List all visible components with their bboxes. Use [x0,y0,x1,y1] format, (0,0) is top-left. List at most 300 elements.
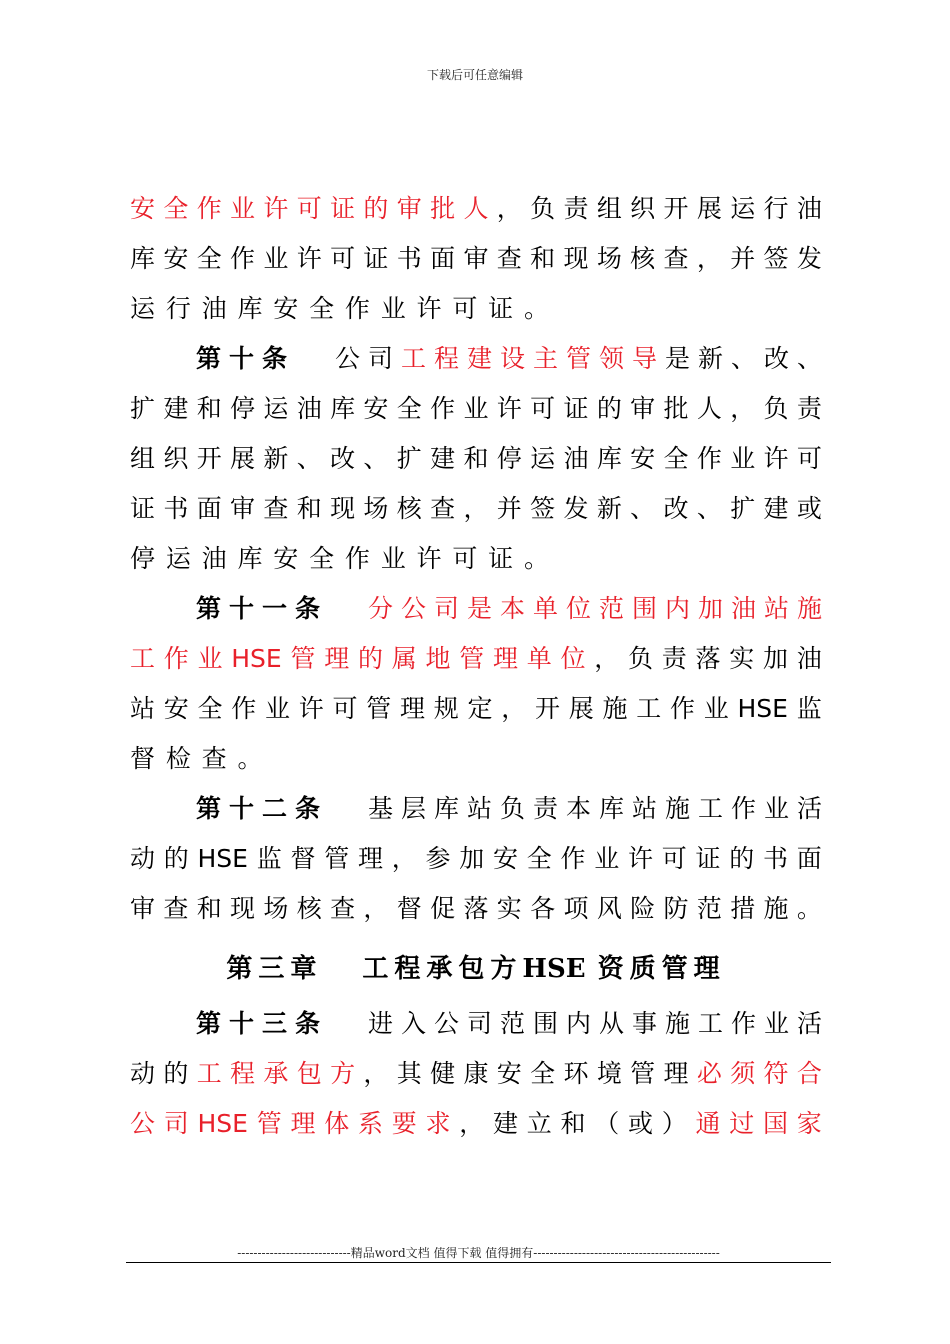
text-char: 全 [396,394,422,423]
text-line [130,584,822,634]
text-char: 全 [530,1059,556,1088]
text-char: 审 [230,494,256,523]
text-char: 体 [324,1109,350,1138]
text-char: 二 [262,794,288,823]
text-char: 站 [631,794,657,823]
text-char: 。 [237,744,263,773]
text-char: ， [594,644,620,673]
text-line [130,834,822,884]
text-char: 业 [594,844,620,873]
text-char: 作 [196,194,222,223]
text-char: 全 [196,244,222,273]
text-char: 可 [796,444,822,473]
text-char: 的 [596,394,622,423]
text-char: 落 [695,644,721,673]
text-char: 位 [560,644,586,673]
text-char: 的 [363,194,389,223]
text-char: 各 [530,894,556,923]
text-char: 导 [631,344,657,373]
text-char: 层 [400,794,426,823]
text-char: 和 [463,444,489,473]
text-unit: HSE [197,844,248,873]
text-char: 安 [163,694,189,723]
text-char: 安 [630,444,656,473]
text-char: 公 [400,594,426,623]
text-char: 安 [363,394,389,423]
text-char: 是 [664,344,690,373]
text-char: 面 [196,494,222,523]
text-char: 、 [796,344,822,373]
text-char: 安 [273,294,299,323]
text-char: 库 [130,244,156,273]
text-char: 。 [523,544,549,573]
text-char: 健 [430,1059,456,1088]
text-char: 内 [565,1009,591,1038]
text-char: 停 [130,544,156,573]
text-char: 立 [526,1109,552,1138]
text-char: 、 [363,444,389,473]
text-line [130,684,822,734]
text-char: 条 [295,594,321,623]
text-char: 条 [295,794,321,823]
text-char: 业 [197,644,223,673]
text-char: 安 [273,544,299,573]
text-char: 全 [197,694,223,723]
text-char: 签 [763,244,789,273]
text-char: 方 [330,1059,356,1088]
text-line [130,634,822,684]
text-char: 许 [416,544,442,573]
text-char: 扩 [130,394,156,423]
text-char: 可 [530,394,556,423]
text-char: 责 [532,794,558,823]
text-char: 和 [196,894,222,923]
text-char: 可 [452,544,478,573]
text-char: 运 [263,394,289,423]
text-char: 落 [463,894,489,923]
text-char: 可 [452,294,478,323]
text-char: 地 [425,644,451,673]
text-char: 全 [309,294,335,323]
text-char: 本 [499,594,525,623]
text-line [130,884,822,934]
text-char: 项 [563,894,589,923]
text-char: 工 [636,694,662,723]
text-char: 和 [196,394,222,423]
text-char: 实 [729,644,755,673]
text-char: 建 [763,494,789,523]
text-char: 运 [530,444,556,473]
text-char: 站 [130,694,156,723]
text-char: 查 [201,744,227,773]
text-char: ， [463,494,489,523]
text-char: 通 [695,1109,721,1138]
text-char: 范 [499,1009,525,1038]
text-char: 业 [265,694,291,723]
text-char: 油 [201,544,227,573]
text-char: 书 [762,844,788,873]
text-char: 管 [459,644,485,673]
text-char: 许 [627,844,653,873]
text-char: 作 [696,444,722,473]
text-char: 承 [263,1059,289,1088]
text-char: 业 [263,244,289,273]
text-char: 可 [332,694,358,723]
text-char: 作 [230,244,256,273]
page-footer: ----------------------------精品word文档 值得下载 值得拥有---------------------------------------------- [237,1246,720,1260]
text-char: 场 [363,494,389,523]
text-char: 管 [565,344,591,373]
text-char: 系 [357,1109,383,1138]
text-char: 理 [400,694,426,723]
text-char: 负 [530,194,556,223]
text-char: 参 [425,844,451,873]
text-char: 全 [309,544,335,573]
text-char: 查 [330,894,356,923]
text-char: 司 [163,1109,189,1138]
text-char: 的 [357,644,383,673]
text-char: 证 [363,244,389,273]
text-char: 织 [163,444,189,473]
text-char: 措 [730,894,756,923]
footer-rule [126,1262,831,1263]
text-char: 业 [380,294,406,323]
text-char: 建 [163,394,189,423]
text-char: 查 [663,244,689,273]
text-char: 动 [130,1059,156,1088]
text-char: 管 [324,844,350,873]
text-char: 发 [563,494,589,523]
text-char: 家 [796,1109,822,1138]
text-char: 国 [762,1109,788,1138]
text-char: 事 [631,1009,657,1038]
text-char: 符 [763,1059,789,1088]
text-char: 改 [663,494,689,523]
text-char: 工 [400,344,426,373]
text-char: 许 [263,194,289,223]
text-char: 管 [366,694,392,723]
text-line [130,1099,822,1149]
text-char: 作 [670,694,696,723]
text-char: 安 [130,194,156,223]
text-line [130,484,822,534]
text-char: 要 [391,1109,417,1138]
text-char: 实 [496,894,522,923]
text-char: 可 [296,194,322,223]
text-char: 许 [496,394,522,423]
text-char: 包 [296,1059,322,1088]
text-char: 、 [630,494,656,523]
text-line [130,784,822,834]
text-char: 围 [631,594,657,623]
text-char: 新 [697,344,723,373]
text-char: 、 [296,444,322,473]
text-char: 理 [663,1059,689,1088]
text-char: 许 [763,444,789,473]
text-char: 油 [796,644,822,673]
text-char: 或 [627,1109,653,1138]
text-char: 十 [229,794,255,823]
text-char: 负 [763,394,789,423]
text-char: 工 [697,1009,723,1038]
text-char: 是 [466,594,492,623]
text-char: 业 [730,444,756,473]
text-char: 工 [130,644,156,673]
text-char: 建 [466,344,492,373]
text-char: 单 [532,594,558,623]
text-char: 场 [263,894,289,923]
text-char: 业 [763,794,789,823]
text-char: 、 [730,344,756,373]
text-char: 公 [433,1009,459,1038]
text-char: 业 [380,544,406,573]
text-char: 司 [466,1009,492,1038]
chapter-title-part-a: 工程承包方 [362,954,523,984]
text-char: 从 [598,1009,624,1038]
text-char: 施 [664,794,690,823]
text-char: 查 [263,494,289,523]
text-char: 作 [560,844,586,873]
text-char: 第 [196,344,222,373]
text-char: 单 [526,644,552,673]
text-char: 检 [165,744,191,773]
text-char: 责 [796,394,822,423]
text-char: 。 [523,294,549,323]
text-char: 展 [230,444,256,473]
text-char: 库 [596,444,622,473]
text-char: 核 [296,894,322,923]
text-char: 位 [565,594,591,623]
text-line [130,334,822,384]
text-char: 程 [230,1059,256,1088]
text-unit: HSE [231,644,282,673]
text-char: 三 [262,1009,288,1038]
text-char: 加 [459,844,485,873]
text-char: 签 [530,494,556,523]
text-char: 并 [496,494,522,523]
text-char: 理 [324,644,350,673]
text-char: ， [459,1109,485,1138]
text-char: 可 [330,244,356,273]
text-char: 和 [560,1109,586,1138]
text-char: 库 [433,794,459,823]
text-char: 负 [627,644,653,673]
text-char: 的 [729,844,755,873]
document-body [130,184,822,1149]
text-char: 理 [357,844,383,873]
text-char: 全 [663,444,689,473]
text-char: 展 [568,694,594,723]
text-char: 业 [230,194,256,223]
article-block-2 [130,999,822,1149]
text-line [130,999,822,1049]
text-char: 开 [535,694,561,723]
page-header: 下载后可任意编辑 [426,68,523,82]
text-char: 证 [488,294,514,323]
text-char: 管 [630,1059,656,1088]
text-char: 发 [796,244,822,273]
text-char: 督 [396,894,422,923]
text-char: 施 [602,694,628,723]
text-line [130,284,822,334]
article-block-1 [130,184,822,934]
text-char: 进 [367,1009,393,1038]
text-char: 行 [763,194,789,223]
text-char: 建 [492,1109,518,1138]
text-char: 作 [730,794,756,823]
text-char: 第 [196,794,222,823]
text-char: 合 [796,1059,822,1088]
chapter-label: 第三章 [226,954,323,984]
text-char: 运 [730,194,756,223]
text-char: 十 [229,1009,255,1038]
text-char: 证 [695,844,721,873]
text-char: 织 [630,194,656,223]
text-char: 康 [463,1059,489,1088]
text-char: 现 [230,894,256,923]
text-char: 管 [256,1109,282,1138]
text-char: 施 [796,594,822,623]
text-char: 境 [596,1059,622,1088]
text-line [130,384,822,434]
text-char: 全 [526,844,552,873]
text-char: 扩 [730,494,756,523]
text-char: ， [363,1059,389,1088]
text-char: 人 [463,194,489,223]
text-char: 油 [730,594,756,623]
text-char: 库 [237,294,263,323]
text-char: 场 [596,244,622,273]
text-char: 风 [596,894,622,923]
text-char: 证 [330,194,356,223]
text-char: 查 [430,494,456,523]
text-char: 作 [163,644,189,673]
text-char: 、 [696,494,722,523]
text-char: 险 [630,894,656,923]
text-char: 第 [196,594,222,623]
text-char: 内 [664,594,690,623]
text-char: 组 [596,194,622,223]
text-char: 管 [290,644,316,673]
text-char: 须 [730,1059,756,1088]
text-char: 人 [696,394,722,423]
text-char: 条 [262,344,288,373]
text-char: 现 [330,494,356,523]
text-char: 审 [130,894,156,923]
text-char: 工 [196,1059,222,1088]
text-char: 面 [430,244,456,273]
text-char: 证 [130,494,156,523]
text-char: 的 [163,844,189,873]
text-char: 责 [563,194,589,223]
text-line [130,734,822,784]
text-char: 作 [730,1009,756,1038]
text-char: 。 [796,894,822,923]
text-line [130,184,822,234]
text-char: 书 [396,244,422,273]
text-char: 组 [130,444,156,473]
text-char: 监 [256,844,282,873]
text-char: ， [363,894,389,923]
text-char: 第 [196,1009,222,1038]
text-char: ） [661,1109,687,1138]
text-char: 工 [697,794,723,823]
text-char: 责 [661,644,687,673]
text-line [130,234,822,284]
text-char: 防 [663,894,689,923]
text-char: 开 [196,444,222,473]
text-char: 理 [290,1109,316,1138]
text-char: 建 [430,444,456,473]
text-char: 设 [499,344,525,373]
text-char: 其 [396,1059,422,1088]
chapter-title-part-c: 资质管理 [597,954,726,984]
text-char: 动 [130,844,156,873]
text-char: ， [496,194,522,223]
text-char: 负 [499,794,525,823]
text-char: 基 [367,794,393,823]
text-char: 加 [762,644,788,673]
text-char: 十 [229,344,255,373]
text-char: 站 [466,794,492,823]
text-char: 作 [231,694,257,723]
text-char: ， [501,694,527,723]
text-char: 围 [532,1009,558,1038]
text-char: 油 [563,444,589,473]
text-char: 开 [663,194,689,223]
text-char: 证 [488,544,514,573]
text-char: 批 [663,394,689,423]
text-char: 环 [563,1059,589,1088]
text-char: 属 [391,644,417,673]
text-char: 许 [298,694,324,723]
text-char: 规 [433,694,459,723]
text-char: 促 [430,894,456,923]
text-char: 安 [163,244,189,273]
text-char: 安 [496,1059,522,1088]
text-char: 新 [263,444,289,473]
text-char: 站 [763,594,789,623]
text-char: 督 [290,844,316,873]
text-char: 核 [630,244,656,273]
text-char: 范 [598,594,624,623]
text-char: 司 [367,344,393,373]
text-char: 加 [697,594,723,623]
text-char: 和 [296,494,322,523]
text-char: 油 [796,194,822,223]
text-char: 求 [425,1109,451,1138]
chapter-title-part-b: HSE [522,954,586,984]
text-char: 许 [296,244,322,273]
text-char: 作 [430,394,456,423]
text-char: 领 [598,344,624,373]
text-char: 业 [703,694,729,723]
chapter-heading [130,934,822,999]
text-char: 批 [430,194,456,223]
text-char: 公 [130,1109,156,1138]
text-unit: HSE [197,1109,248,1138]
text-char: 条 [295,1009,321,1038]
text-unit: HSE [737,694,788,723]
text-char: 停 [496,444,522,473]
text-char: 司 [433,594,459,623]
text-char: 活 [796,794,822,823]
text-char: 必 [696,1059,722,1088]
text-char: 全 [163,194,189,223]
text-char: 主 [532,344,558,373]
text-char: 作 [344,294,370,323]
text-char: ， [391,844,417,873]
